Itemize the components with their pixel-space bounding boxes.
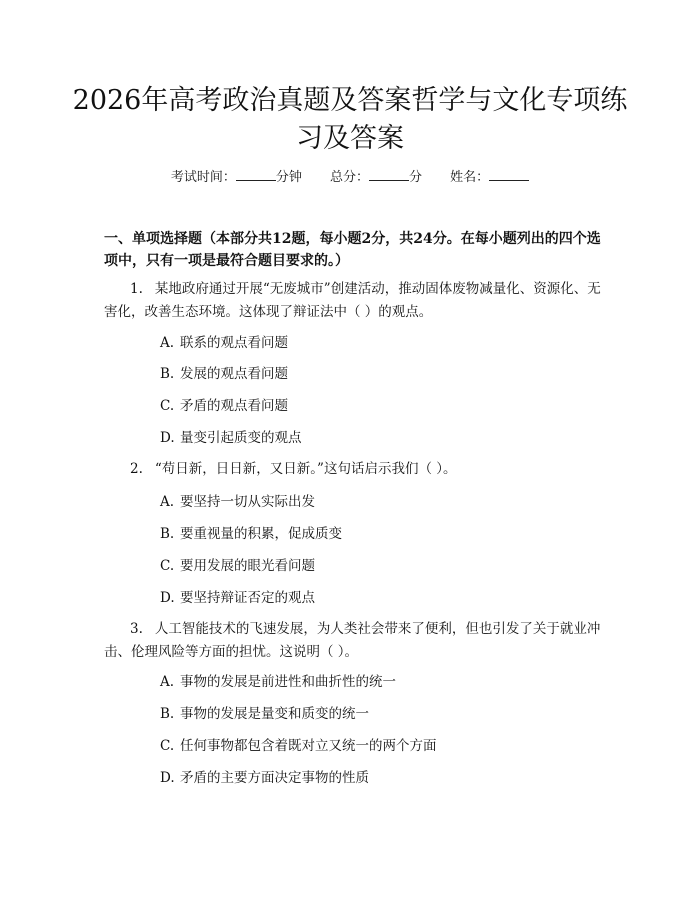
option-text: 量变引起质变的观点 bbox=[180, 430, 302, 446]
exam-time-field bbox=[171, 168, 302, 187]
option-text: 要坚持辩证否定的观点 bbox=[180, 590, 315, 606]
option-letter: A. bbox=[160, 674, 175, 690]
option-text: 要坚持一切从实际出发 bbox=[180, 494, 315, 510]
question-3-stem bbox=[104, 618, 604, 664]
option-letter: B. bbox=[160, 366, 175, 382]
page-title: 2026年高考政治真题及答案哲学与文化专项练习及答案 bbox=[72, 85, 628, 154]
option-letter: B. bbox=[160, 526, 175, 542]
question-1-number: 1. bbox=[130, 281, 143, 297]
option-text: 事物的发展是前进性和曲折性的统一 bbox=[180, 674, 396, 690]
question-2-option-b bbox=[160, 524, 600, 544]
question-1-option-d bbox=[160, 428, 600, 448]
option-letter: C. bbox=[160, 398, 175, 414]
question-3-number: 3. bbox=[130, 621, 143, 637]
option-text: 联系的观点看问题 bbox=[180, 335, 288, 351]
total-score-field bbox=[330, 168, 422, 187]
section-heading: 一、单项选择题（本部分共12题，每小题2分，共24分。在每小题列出的四个选项中，只有一项是最符合题目要求的。） bbox=[104, 231, 601, 269]
option-text: 矛盾的观点看问题 bbox=[180, 398, 288, 414]
question-1-text: 某地政府通过开展“无废城市”创建活动，推动固体废物减量化、资源化、无害化，改善生态环境。这体现了辩证法中（ ）的观点。 bbox=[104, 281, 601, 320]
option-letter: D. bbox=[160, 430, 175, 446]
question-2-stem bbox=[104, 458, 604, 481]
option-letter: C. bbox=[160, 558, 175, 574]
question-2-option-d bbox=[160, 588, 600, 608]
question-2-number: 2. bbox=[130, 461, 143, 477]
option-text: 要用发展的眼光看问题 bbox=[180, 558, 315, 574]
option-letter: A. bbox=[160, 335, 175, 351]
question-1-option-a bbox=[160, 333, 600, 353]
option-text: 矛盾的主要方面决定事物的性质 bbox=[180, 770, 369, 786]
question-3-option-a bbox=[160, 672, 600, 692]
student-name-field bbox=[450, 168, 529, 187]
option-letter: B. bbox=[160, 706, 175, 722]
question-3-option-d bbox=[160, 768, 600, 788]
total-score-unit: 分 bbox=[409, 170, 423, 185]
question-2-text: “苟日新，日日新，又日新。”这句话启示我们（ ）。 bbox=[154, 461, 457, 477]
exam-time-label: 考试时间： bbox=[170, 170, 236, 185]
exam-info-line bbox=[0, 168, 700, 187]
question-2-option-c bbox=[160, 556, 600, 576]
question-3-option-c bbox=[160, 736, 600, 756]
option-letter: A. bbox=[160, 494, 175, 510]
option-text: 要重视量的积累，促成质变 bbox=[180, 526, 342, 542]
option-letter: D. bbox=[160, 770, 175, 786]
total-score-label: 总分： bbox=[329, 170, 369, 185]
question-1-stem bbox=[104, 278, 604, 324]
option-letter: C. bbox=[160, 738, 175, 754]
option-text: 发展的观点看问题 bbox=[180, 366, 288, 382]
exam-time-blank bbox=[236, 168, 276, 181]
question-1-option-b bbox=[160, 364, 600, 384]
option-letter: D. bbox=[160, 590, 175, 606]
total-score-blank bbox=[369, 168, 409, 181]
student-name-label: 姓名： bbox=[450, 170, 490, 185]
question-2-option-a bbox=[160, 492, 600, 512]
option-text: 事物的发展是量变和质变的统一 bbox=[180, 706, 369, 722]
question-3-text: 人工智能技术的飞速发展，为人类社会带来了便利，但也引发了关于就业冲击、伦理风险等方面的担忧。这说明（ ）。 bbox=[104, 621, 601, 660]
question-3-option-b bbox=[160, 704, 600, 724]
question-1-option-c bbox=[160, 396, 600, 416]
option-text: 任何事物都包含着既对立又统一的两个方面 bbox=[180, 738, 437, 754]
exam-time-unit: 分钟 bbox=[275, 170, 302, 185]
student-name-blank bbox=[489, 168, 529, 181]
